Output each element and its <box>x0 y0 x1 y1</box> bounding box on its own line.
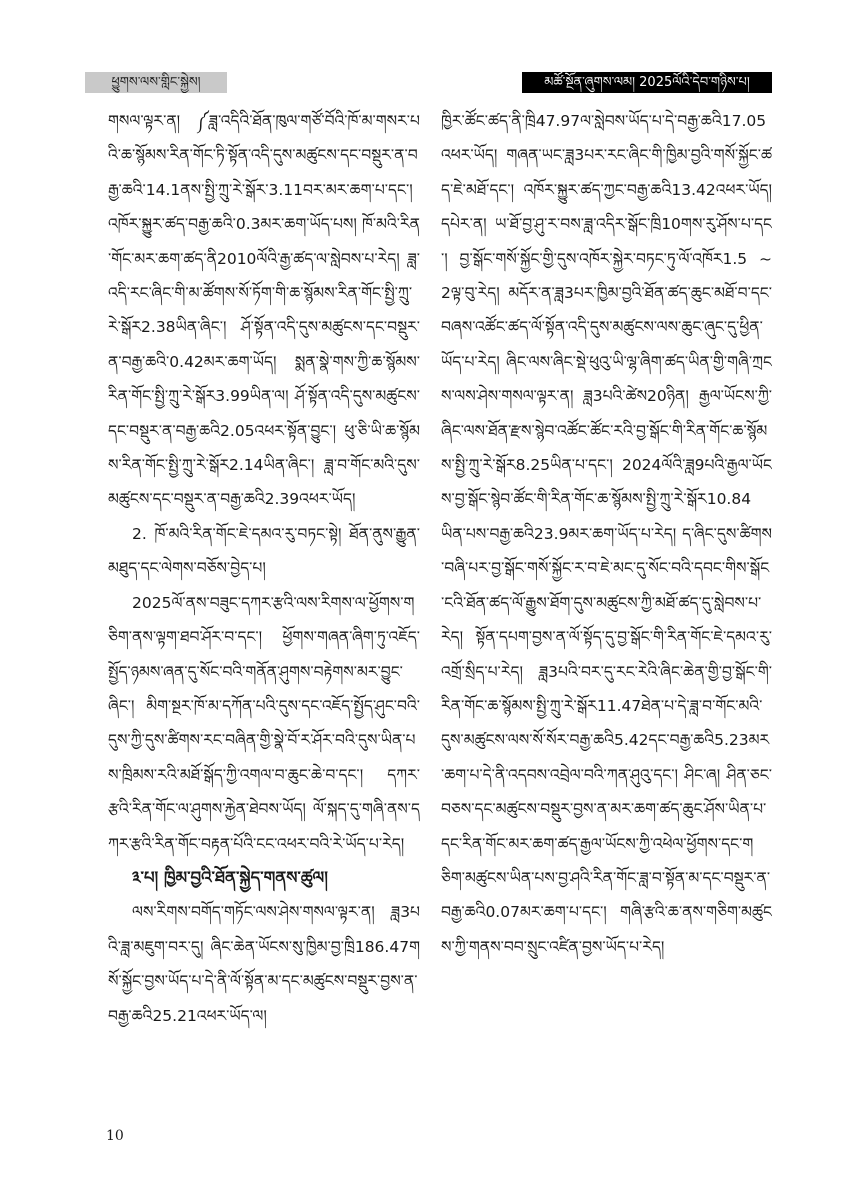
paragraph: ལས་རིགས་བགོད་གཏོང་ལས་ཤེས་གསལ་ལྟར་ན། ཟླ3པའི་ཟླ་མཇུག་བར་དུ། ཞིང་ཆེན་ཡོངས་སུ་ཁྱིམ་བྱ་ཁྲི186.47གསོ་སྐྱོང་བྱས་ཡོད་པ་དེ་ནི་ལོ་སྟོན་མ་དང་མཚུངས་བསྡུར་བྱས་ན་བརྒྱ་ཆའི25.21འཕར་ཡོད་ལ། <box>108 903 420 1025</box>
running-header <box>0 68 850 96</box>
section-title: ཕྱུགས་ལས་གླིང་སྐྱེས། <box>85 72 227 93</box>
left-column <box>108 104 420 1094</box>
paragraph: ཁྱིར་ཚོང་ཚད་ནི་ཁྲི47.97ལ་སླེབས་ཡོད་པ་དེ་བརྒྱ་ཆའི17.05འཕར་ཡོད། གཞན་ཡང་ཟླ3པར་རང་ཞིང་གི་ཁྱིམ་བྱའི་གསོ་སྐྱོང་ཚད་ཇེ་མཐོ་དང་། འཁོར་སྐྱུར་ཚད་ཀྱང་བརྒྱ་ཆའི13.42འཕར་ཡོད། དཔེར་ན། ཡ་ཐོ་བྱ་ཤུ་ར་བས་ཟླ་འདིར་སྒོང་ཁྲི10གས་རུ་ཤོས་པ་དང་། བྱ་སྒོང་གསོ་སྐྱོང་གྱི་དུས་འཁོར་སྐྱེར་བཏང་ཏུ་ལོ་འཁོར1.5 ~ 2ལྟ་བུ་རེད། མདོར་ན་ཟླ3པར་ཁྱིམ་བྱའི་ཐོན་ཚད་ཆུང་མཐོ་བ་དང་བཞས་འཚོང་ཚད་ལོ་སྟོན་འདི་དུས་མཚུངས་ལས་ཆུང་ཞུང་དུ་ཕྱིན་ཡོད་པ་རེད། ཞིང་ལས་ཞིང་སྡེ་ཕུའུ་ཡི་ལྷ་ཞིག་ཚད་ཡིན་གྱི་གཞི་ཀྲངས་ལས་ཤེས་གསལ་ལྟར་ན། ཟླ3པའི་ཚེས20ཉིན། རྒྱལ་ཡོངས་ཀྱི་ཞིང་ལས་ཐོན་རྫས་སྙེབ་འཚོང་ཚོང་རའི་བྱ་སྒོང་གི་རིན་གོང་ཆ་སྙོམས་སྤྱི་ཀྲུ་རེ་སྒོར8.25ཡིན་པ་དང་། 2024ལོའི་ཟླ9པའི་རྒྱལ་ཡོངས་བྱ་སྒོང་སྙེབ་ཚོང་གི་རིན་གོང་ཆ་སྙོམས་སྤྱི་ཀྲུ་རེ་སྒོར10.84ཡིན་པས་བརྒྱ་ཆའི23.9མར་ཆག་ཡོད་པ་རེད། ད་ཞིང་དུས་ཚིགས་བཞི་པར་བྱ་སྒོང་གསོ་སྐྱོང་ར་བ་ཇེ་མང་དུ་སོང་བའི་དབང་གིས་སྒོང་ངའི་ཐོན་ཚད་ལོ་རྒྱུས་ཐོག་དུས་མཚུངས་ཀྱི་མཐོ་ཚད་དུ་སླེབས་པ་རེད། སྟོན་དཔག་བྱས་ན་ལོ་སྟོད་དུ་བྱ་སྒོང་གི་རིན་གོང་ཇེ་དམའ་རུ་འགྲོ་སྲིད་པ་རེད། ཟླ3པའི་བར་དུ་རང་རེའི་ཞིང་ཆེན་གྱི་བྱ་སྒོང་གི་རིན་གོང་ཆ་སྙོམས་སྤྱི་ཀྲུ་རེ་སྒོར11.47ཐེན་པ་དེ་ཟླ་བ་གོང་མའི་དུས་མཚུངས་ལས་སོ་སོར་བརྒྱ་ཆའི5.42དང་བརྒྱ་ཆའི5.23མར་ཆག་པ་དེ་ནི་འདབས་འབྲེལ་བའི་ཀན་ཤུའུ་དང་། ཤིང་ཞ། ཤིན་ཅང་བཅས་དང་མཚུངས་བསྡུར་བྱས་ན་མར་ཆག་ཚད་ཆུང་ཤོས་ཡིན་པ་དང་རིན་གོང་མར་ཆག་ཚད་རྒྱལ་ཡོངས་ཀྱི་འཕེལ་ཕྱོགས་དང་གཅིག་མཚུངས་ཡིན་པས་བྱ་ཤའི་རིན་གོང་ཟླ་བ་སྟོན་མ་དང་བསྡུར་ན་བརྒྱ་ཆའི0.07མར་ཆག་པ་དང་། གཞི་རྩའི་ཆ་ནས་གཅིག་མཚུངས་ཀྱི་གནས་བབ་སྲུང་འཛིན་བྱས་ཡོད་པ་རེད། <box>441 112 772 956</box>
paragraph: 2025ལོ་ནས་བཟུང་དཀར་རྩའི་ལས་རིགས་ལ་ཕྱོགས་གཅིག་ནས་ལྟག་ཐབ་ཤོར་བ་དང་། ཕྱོགས་གཞན་ཞིག་ཏུ་འཇོད་སྤྱོད་ཉམས་ཞན་དུ་སོང་བའི་གནོན་ཤུགས་བརྟེགས་མར་བྱུང་ཞིང་། མིག་སྔར་ཁོ་མ་དཀོན་པའི་དུས་དང་འཇོད་སྤྱོད་ཤུང་བའི་དུས་ཀྱི་དུས་ཚིགས་རང་བཞིན་གྱི་སྣེ་བོ་ར་ཤོར་བའི་དུས་ཡིན་པས་ཁྲིམས་རའི་མཐོ་སྒོད་ཀྱི་འགལ་བ་ཆུང་ཆེ་བ་དང་། དཀར་རྩའི་རིན་གོང་ལ་ཤུགས་རྐྱེན་ཐེབས་ཡོད། ལོ་སྐད་དུ་གཞི་ནས་དཀར་རྩའི་རིན་གོང་བརྟན་པོའི་ངང་འཕར་བའི་རེ་ཡོད་པ་རེད། <box>108 593 420 853</box>
subsection-heading: 2. ཁོ་མའི་རིན་གོང་ཇེ་དམའ་རུ་བཏང་སྟེ། ཐོན་ནུས་རྒྱུན་མཐུད་དང་ལེགས་བཅོས་བྱེད་པ། <box>108 524 420 578</box>
page-number: 10 <box>106 1128 124 1144</box>
paragraph: གསལ་ལྟར་ན། ༼ཟླ་འདིའི་ཐོན་ཁུལ་གཙོ་བོའི་ཁོ་མ་གསར་པའི་ཆ་སྙོམས་རིན་གོང་ཏི་སྟོན་འདི་དུས་མཚུངས་དང་བསྡུར་ན་བརྒྱ་ཆའི་14.1ནས་སྤྱི་ཀྲུ་རེ་སྒོར་3.11བར་མར་ཆག་པ་དང་། འཁོར་སྐྱུར་ཚད་བརྒྱ་ཆའི་0.3མར་ཆག་ཡོད་པས། ཁོ་མའི་རིན་གོང་མར་ཆག་ཚད་ནི2010ལོའི་རྒྱ་ཚད་ལ་སླེབས་པ་རེད། ཟླ་འདི་རང་ཞིང་གི་མ་ཚོགས་སོ་ཏོག་གི་ཆ་སྙོམས་རིན་གོང་སྤྱི་ཀྲུ་རེ་སྒོར2.38ཡིན་ཞིང་། ཤོ་སྟོན་འདི་དུས་མཚུངས་དང་བསྡུར་ན་བརྒྱ་ཆའི་0.42མར་ཆག་ཡོད། སྨན་སྣེ་གས་ཀྱི་ཆ་སྙོམས་རིན་གོང་སྤྱི་ཀྲུ་རེ་སྒོར3.99ཡིན་ལ། ཤོ་སྟོན་འདི་དུས་མཚུངས་དང་བསྡུར་ན་བརྒྱ་ཆའི2.05འཕར་སྟོན་བྱུང་། ཕུ་ཅི་ཡི་ཆ་སྙོམས་རིན་གོང་སྤྱི་ཀྲུ་རེ་སྒོར2.14ཡིན་ཞིང་། ཟླ་བ་གོང་མའི་དུས་མཚུངས་དང་བསྡུར་ན་བརྒྱ་ཆའི2.39འཕར་ཡོད། <box>108 112 420 509</box>
section-heading: ༣་པ། ཁྱིམ་བྱའི་ཐོན་སྐྱེད་གནས་ཚུལ། <box>132 867 328 887</box>
journal-issue-title: མཚོ་སྔོན་ཞུགས་ལམ། 2025ལོའི་དེབ་གཉིས་པ། <box>522 72 772 93</box>
right-column <box>441 104 772 1094</box>
